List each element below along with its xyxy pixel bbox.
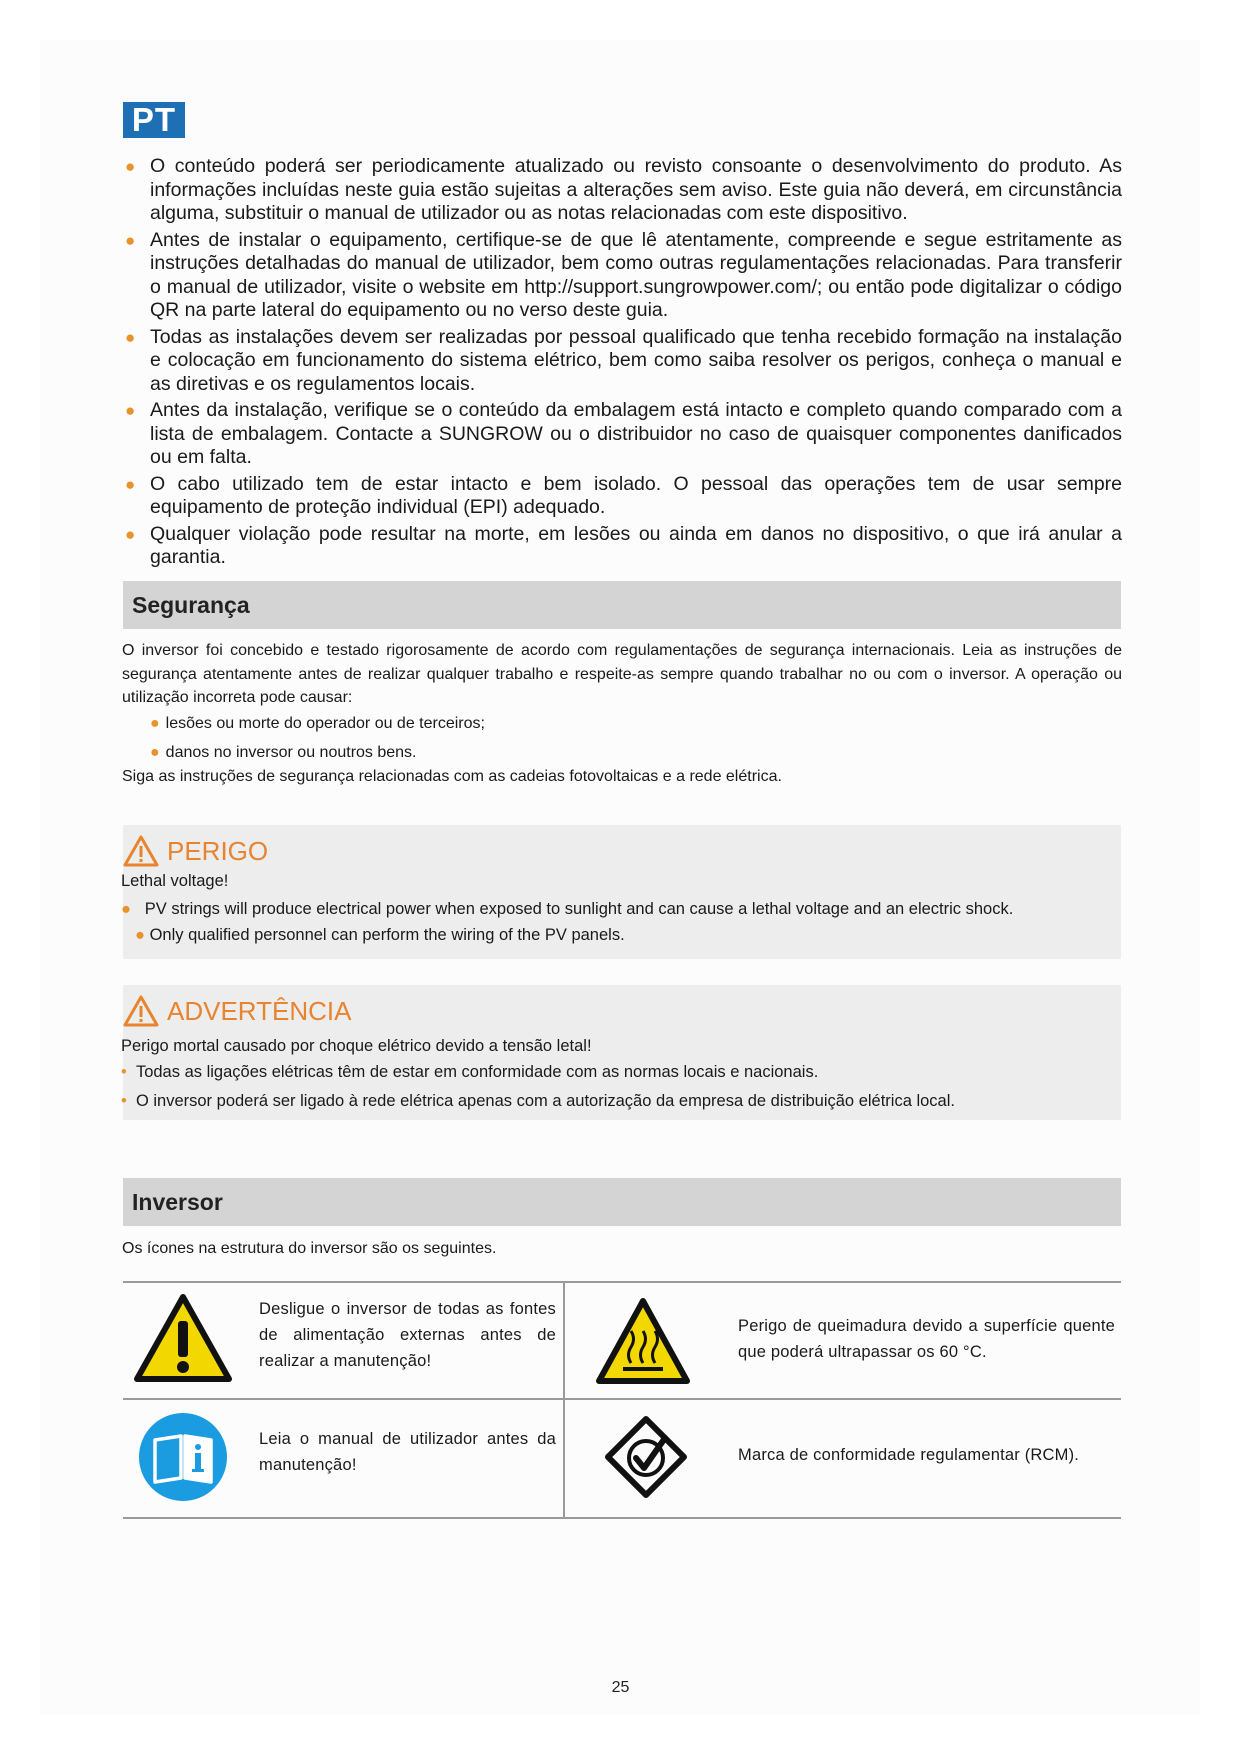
table-cell: Desligue o inversor de todas as fontes de alimentação externas antes de realizar a manutenção!: [259, 1300, 556, 1370]
safety-heading: Segurança: [123, 581, 1121, 629]
intro-bullet-text: O cabo utilizado tem de estar intacto e bem isolado. O pessoal das operações tem de usar sempre equipamento de proteção individual (EPI) adequado.: [150, 472, 1122, 518]
general-warning-icon: [133, 1293, 233, 1408]
page-number: 25: [611, 1679, 630, 1696]
intro-bullet-text: Antes da instalação, verifique se o conteúdo da embalagem está intacto e completo quando comparado com a lista de embalagem. Contacte a SUNGROW ou o distribuidor no caso de quaisquer componentes danificados ou em falta.: [150, 399, 1122, 468]
safety-paragraph: O inversor foi concebido e testado rigorosamente de acordo com regulamentações de segurança internacionais. Leia as instruções de segurança atentamente antes de realizar qualquer trabalho e respeite-as sempre quando trabalhar no ou com o inversor. A operação ou utilização incorreta pode causar:: [122, 642, 1122, 706]
safety-bullet: [150, 713, 485, 735]
read-manual-icon: [138, 1412, 228, 1529]
warning-triangle-icon: [123, 995, 159, 1027]
table-cell: Leia o manual de utilizador antes da manutenção!: [259, 1430, 556, 1474]
intro-bullet-text: Qualquer violação pode resultar na morte, em lesões ou ainda em danos no dispositivo, o que irá anular a garantia.: [150, 522, 1122, 568]
safety-footer: Siga as instruções de segurança relacionadas com as cadeias fotovoltaicas e a rede elétrica.: [122, 768, 782, 785]
bullet-dot-icon: ●: [150, 715, 160, 732]
danger-line: [135, 924, 625, 946]
intro-bullet-list: [122, 155, 1122, 573]
table-row: [123, 1400, 1121, 1519]
bullet-dot-icon: ●: [125, 157, 136, 176]
bullet-dot-icon: ●: [125, 230, 136, 250]
inverter-heading: Inversor: [123, 1178, 1121, 1226]
danger-line-text: PV strings will produce electrical power when exposed to sunlight and can cause a lethal voltage and an electric shock.: [144, 900, 1014, 918]
intro-bullet: [122, 326, 1122, 397]
intro-bullet: [122, 399, 1122, 470]
language-badge: PT: [123, 102, 185, 138]
bullet-dot-icon: ●: [121, 900, 131, 918]
warning-title-text: ADVERTÊNCIA: [167, 995, 352, 1026]
warning-triangle-icon: [123, 835, 159, 867]
warning-line-text: Todas as ligações elétricas têm de estar em conformidade com as normas locais e nacionais.: [135, 1063, 819, 1081]
warning-callout: [123, 985, 1121, 1120]
table-cell: Perigo de queimadura devido a superfície quente que poderá ultrapassar os 60 °C.: [738, 1317, 1115, 1361]
danger-line-text: Only qualified personnel can perform the wiring of the PV panels.: [149, 926, 625, 944]
warning-title: [123, 995, 351, 1027]
warning-line: [121, 1090, 955, 1112]
inverter-intro: Os ícones na estrutura do inversor são os seguintes.: [122, 1240, 497, 1257]
intro-bullet: [122, 523, 1122, 570]
bullet-dot-icon: ●: [125, 327, 136, 347]
intro-bullet-text: O conteúdo poderá ser periodicamente atualizado ou revisto consoante o desenvolvimento do produto. As informações incluídas neste guia estão sujeitas a alterações sem aviso. Este guia não deverá, em circunstância alguma, substituir o manual de utilizador ou as notas relacionadas com este dispositivo.: [150, 155, 1122, 224]
warning-subtitle: Perigo mortal causado por choque elétrico devido a tensão letal!: [121, 1037, 592, 1055]
danger-subtitle: Lethal voltage!: [121, 872, 229, 890]
intro-bullet: [122, 155, 1122, 226]
rcm-mark-icon: [603, 1414, 689, 1531]
danger-line: [121, 898, 1013, 920]
intro-bullet: [122, 473, 1122, 520]
safety-bullet-text: danos no inversor ou noutros bens.: [165, 744, 417, 761]
bullet-dot-icon: ●: [125, 474, 136, 494]
inverter-icon-table: [123, 1281, 1121, 1519]
bullet-dot-icon: ●: [135, 926, 145, 944]
intro-bullet: [122, 229, 1122, 323]
table-cell: Marca de conformidade regulamentar (RCM).: [738, 1446, 1080, 1464]
warning-line-text: O inversor poderá ser ligado à rede elétrica apenas com a autorização da empresa de distribuição elétrica local.: [135, 1092, 955, 1110]
bullet-dot-icon: •: [121, 1063, 127, 1081]
bullet-dot-icon: ●: [125, 401, 136, 420]
bullet-dot-icon: ●: [125, 524, 136, 544]
bullet-dot-icon: •: [121, 1092, 127, 1110]
bullet-dot-icon: ●: [150, 744, 160, 761]
warning-line: [121, 1061, 818, 1083]
intro-bullet-text: Antes de instalar o equipamento, certifique-se de que lê atentamente, compreende e segue estritamente as instruções detalhadas do manual de utilizador, bem como outras regulamentações relacionadas. Para transferir o manual de utilizador, visite o website em http://support.sungrowpower.com/; ou então pode digitalizar o código QR na parte lateral do equipamento ou no verso deste guia.: [150, 228, 1122, 321]
safety-bullet: [150, 742, 417, 764]
danger-title-text: PERIGO: [167, 835, 269, 866]
hot-surface-icon: [595, 1297, 691, 1412]
danger-callout: [123, 825, 1121, 959]
table-row: [123, 1283, 1121, 1400]
danger-title: [123, 835, 268, 867]
intro-bullet-text: Todas as instalações devem ser realizadas por pessoal qualificado que tenha recebido formação na instalação e colocação em funcionamento do sistema elétrico, bem como saiba resolver os perigos, conheça o manual e as diretivas e os regulamentos locais.: [150, 325, 1122, 395]
safety-bullet-text: lesões ou morte do operador ou de terceiros;: [165, 715, 485, 732]
